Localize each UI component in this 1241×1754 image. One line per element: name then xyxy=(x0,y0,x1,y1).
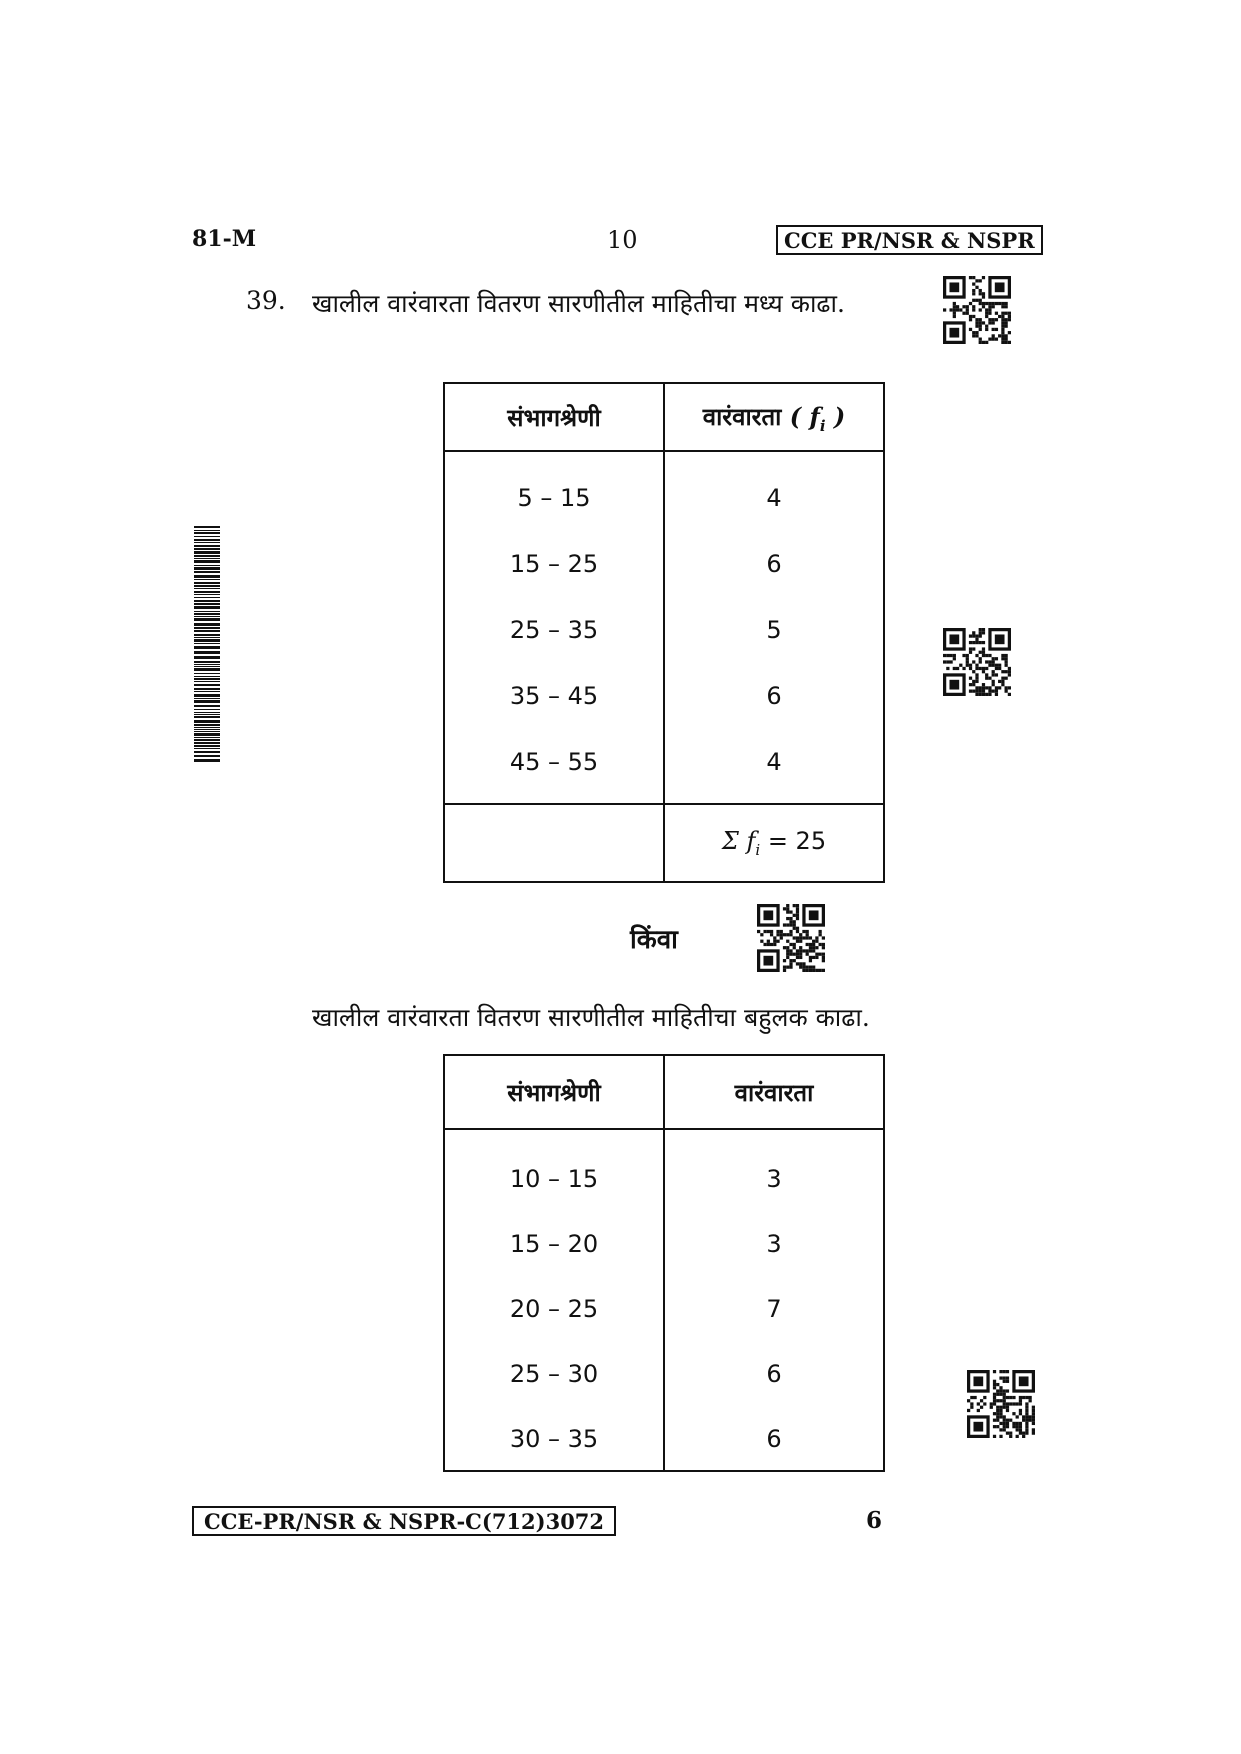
class-cell: 15 – 25 xyxy=(444,542,664,608)
freq-cell: 7 xyxy=(664,1288,884,1353)
table-row xyxy=(444,1353,884,1418)
frequency-table-mode xyxy=(443,1054,885,1472)
or-label: किंवा xyxy=(630,925,678,955)
table-row xyxy=(444,542,884,608)
header-class-interval: संभागश्रेणी xyxy=(444,383,664,451)
freq-cell: 3 xyxy=(664,1129,884,1223)
series-label: CCE PR/NSR & NSPR xyxy=(776,225,1043,255)
qr-code-icon xyxy=(943,628,1011,696)
sum-symbol: Σ f xyxy=(721,827,756,855)
header-fi-sub: i xyxy=(819,416,826,435)
frequency-table-mean xyxy=(443,382,885,883)
table-row xyxy=(444,608,884,674)
freq-cell: 3 xyxy=(664,1223,884,1288)
question-number: 39. xyxy=(246,286,286,315)
class-cell: 25 – 35 xyxy=(444,608,664,674)
table-row xyxy=(444,451,884,542)
class-cell: 45 – 55 xyxy=(444,740,664,804)
sum-value: = 25 xyxy=(760,827,827,855)
sum-empty-cell xyxy=(444,804,664,882)
table-row xyxy=(444,740,884,804)
header-class-interval: संभागश्रेणी xyxy=(444,1055,664,1129)
class-cell: 20 – 25 xyxy=(444,1288,664,1353)
sum-sub: i xyxy=(755,841,761,859)
class-cell: 15 – 20 xyxy=(444,1223,664,1288)
header-fi: ( f xyxy=(789,401,820,431)
sum-cell xyxy=(664,804,884,882)
freq-cell: 4 xyxy=(664,451,884,542)
table-row xyxy=(444,1418,884,1471)
barcode-icon xyxy=(194,526,220,762)
class-cell: 25 – 30 xyxy=(444,1353,664,1418)
freq-cell: 6 xyxy=(664,1353,884,1418)
header-frequency: वारंवारता xyxy=(664,1055,884,1129)
sum-row xyxy=(444,804,884,882)
freq-cell: 6 xyxy=(664,674,884,740)
table-row xyxy=(444,1288,884,1353)
footer-sheet-number: 6 xyxy=(866,1507,883,1534)
table-row xyxy=(444,674,884,740)
question-text: खालील वारंवारता वितरण सारणीतील माहितीचा मध्य काढा. xyxy=(312,289,845,318)
freq-cell: 6 xyxy=(664,542,884,608)
table-header-row xyxy=(444,383,884,451)
class-cell: 10 – 15 xyxy=(444,1129,664,1223)
freq-cell: 5 xyxy=(664,608,884,674)
qr-code-icon xyxy=(757,904,825,972)
class-cell: 5 – 15 xyxy=(444,451,664,542)
class-cell: 30 – 35 xyxy=(444,1418,664,1471)
freq-cell: 6 xyxy=(664,1418,884,1471)
table-row xyxy=(444,1129,884,1223)
question2-text: खालील वारंवारता वितरण सारणीतील माहितीचा बहुलक काढा. xyxy=(312,1003,870,1032)
table-row xyxy=(444,1223,884,1288)
qr-code-icon xyxy=(943,276,1011,344)
table-header-row xyxy=(444,1055,884,1129)
footer-code: CCE-PR/NSR & NSPR-C(712)3072 xyxy=(192,1506,616,1536)
class-cell: 35 – 45 xyxy=(444,674,664,740)
page-number: 10 xyxy=(607,226,638,254)
header-frequency xyxy=(664,383,884,451)
header-frequency-label: वारंवारता xyxy=(702,401,782,431)
paper-code: 81-M xyxy=(192,226,257,252)
qr-code-icon xyxy=(967,1370,1035,1438)
header-fi-close: ) xyxy=(825,401,846,431)
freq-cell: 4 xyxy=(664,740,884,804)
